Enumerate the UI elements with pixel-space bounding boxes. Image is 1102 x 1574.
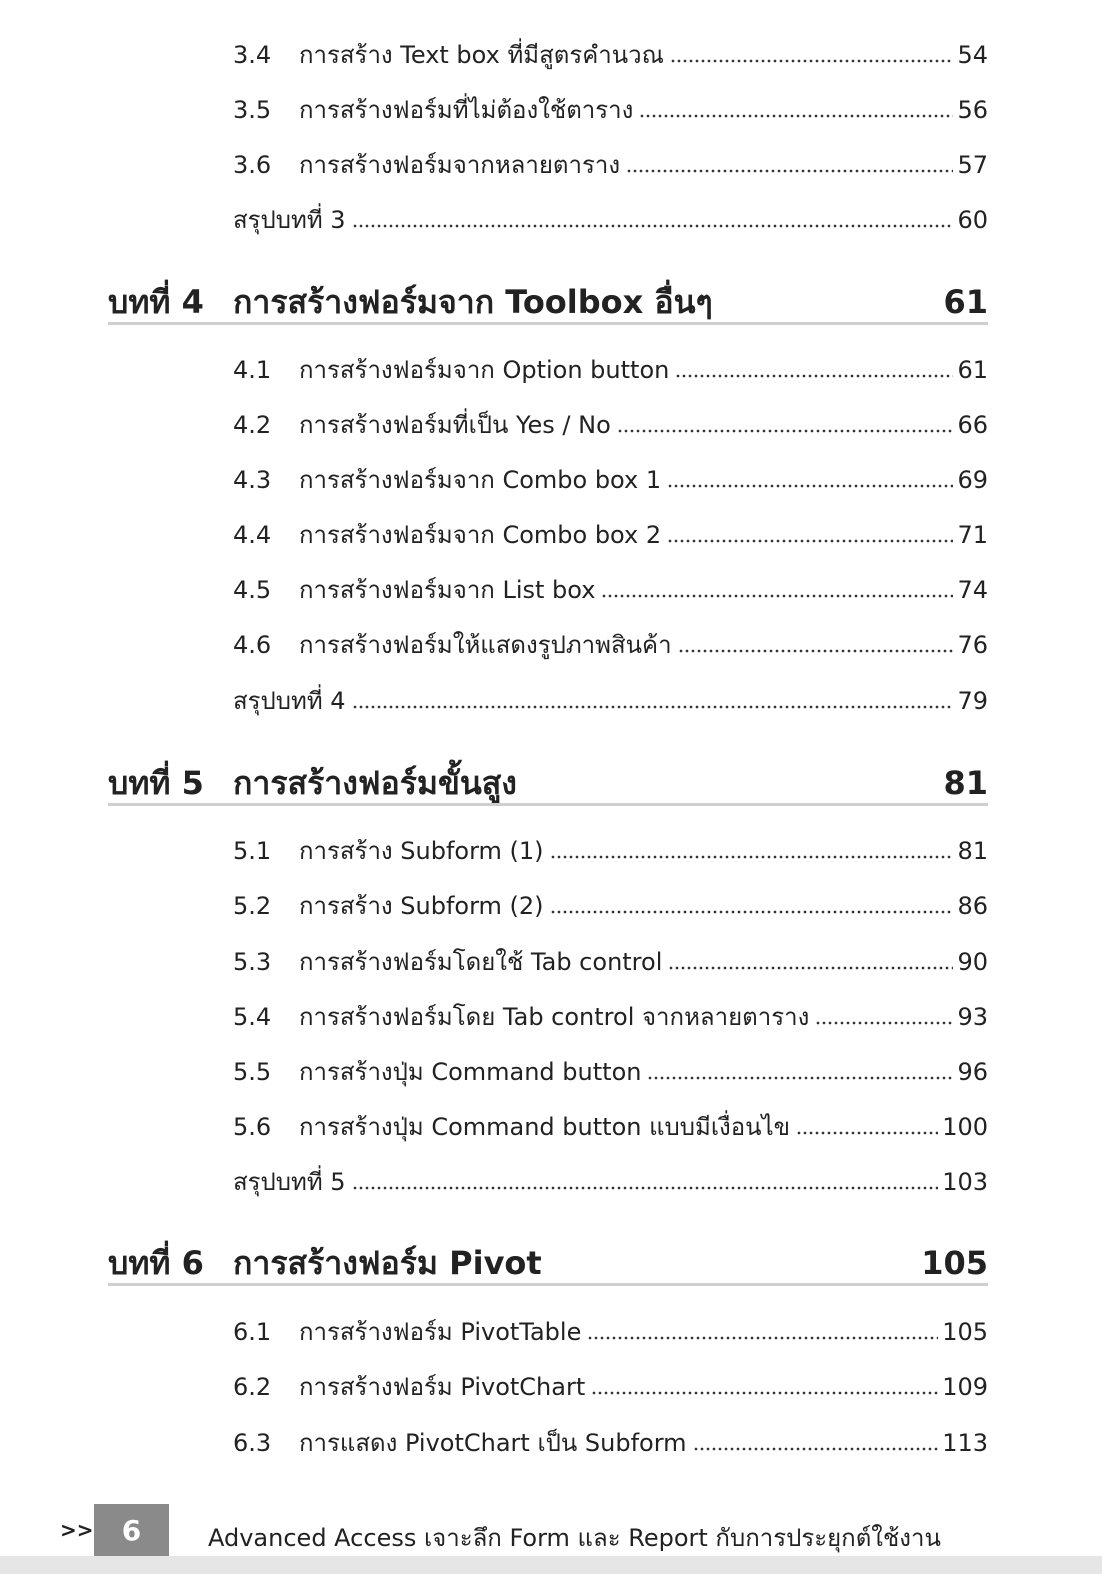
chapter-page: 61 [943,283,988,321]
chapter-heading [108,1239,988,1286]
dot-leader [678,648,954,654]
dot-leader [550,909,954,915]
chapter-heading [108,759,988,806]
section-title: การสร้างฟอร์มจาก Combo box 1 [299,466,662,494]
section-title: การสร้างฟอร์มจาก List box [299,576,596,604]
section-page: 74 [957,576,988,604]
chapter-title: การสร้างฟอร์มจาก Toolbox อื่นๆ [233,283,713,321]
section-number: 4.1 [233,356,272,384]
section-page: 56 [957,96,988,124]
section-title: การสร้างปุ่ม Command button [299,1058,642,1086]
dot-leader [587,1335,938,1341]
section-title: การสร้างฟอร์มโดย Tab control จากหลายตาราง [299,1003,810,1031]
section-page: 79 [957,687,988,715]
section-page: 57 [957,151,988,179]
section-page: 71 [957,521,988,549]
toc-entry [233,1362,988,1402]
dot-leader [796,1130,938,1136]
dot-leader [675,373,953,379]
footer-arrows: >> [60,1518,94,1542]
section-number: 5.3 [233,948,272,976]
section-page: 96 [957,1058,988,1086]
section-title: การสร้างฟอร์มให้แสดงรูปภาพสินค้า [299,631,672,659]
section-title: การสร้างฟอร์มจาก Combo box 2 [299,521,662,549]
chapter-label: บทที่ 6 [108,1244,204,1282]
section-page: 66 [957,411,988,439]
section-number: 6.2 [233,1373,272,1401]
chapter-title: การสร้างฟอร์ม Pivot [233,1244,542,1282]
section-page: 109 [942,1373,988,1401]
section-title: สรุปบทที่ 4 [233,687,346,715]
section-number: 3.5 [233,96,272,124]
dot-leader [550,854,954,860]
section-page: 76 [957,631,988,659]
section-number: 6.3 [233,1429,272,1457]
section-page: 103 [942,1168,988,1196]
chapter-title: การสร้างฟอร์มขั้นสูง [233,764,517,802]
toc-entry [233,345,988,385]
section-number: 4.2 [233,411,272,439]
section-title: การสร้างฟอร์มที่ไม่ต้องใช้ตาราง [299,96,634,124]
section-title: การสร้าง Subform (2) [299,892,544,920]
toc-entry [233,1307,988,1347]
toc-entry [233,565,988,605]
toc-entry [233,195,988,235]
toc-entry [233,1418,988,1458]
section-number: 5.1 [233,837,272,865]
toc-entry [233,826,988,866]
section-page: 93 [957,1003,988,1031]
section-page: 81 [957,837,988,865]
chapter-label: บทที่ 4 [108,283,204,321]
dot-leader [601,593,953,599]
chapter-page: 81 [943,764,988,802]
book-title: Advanced Access เจาะลึก Form และ Report กับการประยุกต์ใช้งาน [208,1524,941,1552]
section-title: การสร้างฟอร์มจากหลายตาราง [299,151,621,179]
toc-entry [233,620,988,660]
section-title: การสร้างปุ่ม Command button แบบมีเงื่อนไข [299,1113,791,1141]
dot-leader [667,538,953,544]
dot-leader [667,483,953,489]
section-page: 105 [942,1318,988,1346]
toc-entry [233,937,988,977]
section-title: สรุปบทที่ 5 [233,1168,346,1196]
dot-leader [617,428,954,434]
toc-entry [233,510,988,550]
section-page: 69 [957,466,988,494]
section-number: 4.5 [233,576,272,604]
section-number: 4.3 [233,466,272,494]
dot-leader [591,1390,938,1396]
chapter-label: บทที่ 5 [108,764,204,802]
section-number: 5.4 [233,1003,272,1031]
dot-leader [647,1075,953,1081]
section-number: 4.4 [233,521,272,549]
toc-entry [233,140,988,180]
dot-leader [815,1020,953,1026]
section-title: การสร้างฟอร์มโดยใช้ Tab control [299,948,663,976]
dot-leader [626,168,953,174]
section-page: 54 [957,41,988,69]
dot-leader [693,1446,939,1452]
chapter-page: 105 [921,1244,988,1282]
dot-leader [352,223,954,229]
toc-entry [233,992,988,1032]
section-number: 3.6 [233,151,272,179]
section-title: การสร้างฟอร์มจาก Option button [299,356,670,384]
chapter-heading [108,278,988,325]
dot-leader [352,1185,939,1191]
section-page: 86 [957,892,988,920]
toc-entry [233,400,988,440]
section-title: การสร้าง Subform (1) [299,837,544,865]
section-title: การแสดง PivotChart เป็น Subform [299,1429,687,1457]
section-number: 5.6 [233,1113,272,1141]
dot-leader [639,113,953,119]
toc-entry [233,881,988,921]
section-title: การสร้าง Text box ที่มีสูตรคำนวณ [299,41,664,69]
section-title: การสร้างฟอร์มที่เป็น Yes / No [299,411,611,439]
section-page: 100 [942,1113,988,1141]
section-number: 3.4 [233,41,272,69]
dot-leader [352,704,954,710]
section-title: การสร้างฟอร์ม PivotTable [299,1318,582,1346]
section-page: 61 [957,356,988,384]
toc-entry [233,1047,988,1087]
toc-entry [233,676,988,716]
toc-entry [233,1102,988,1142]
section-number: 4.6 [233,631,272,659]
section-number: 5.2 [233,892,272,920]
toc-entry [233,455,988,495]
dot-leader [670,58,954,64]
section-number: 5.5 [233,1058,272,1086]
page-number: 6 [121,1514,142,1547]
footer-band [0,1556,1102,1574]
page-footer [0,1504,1102,1560]
section-page: 113 [942,1429,988,1457]
page-number-box [94,1504,169,1558]
section-page: 60 [957,206,988,234]
toc-entry [233,1157,988,1197]
section-page: 90 [957,948,988,976]
section-number: 6.1 [233,1318,272,1346]
section-title: การสร้างฟอร์ม PivotChart [299,1373,586,1401]
toc-entry [233,85,988,125]
section-title: สรุปบทที่ 3 [233,206,346,234]
toc-entry [233,30,988,70]
dot-leader [668,965,953,971]
